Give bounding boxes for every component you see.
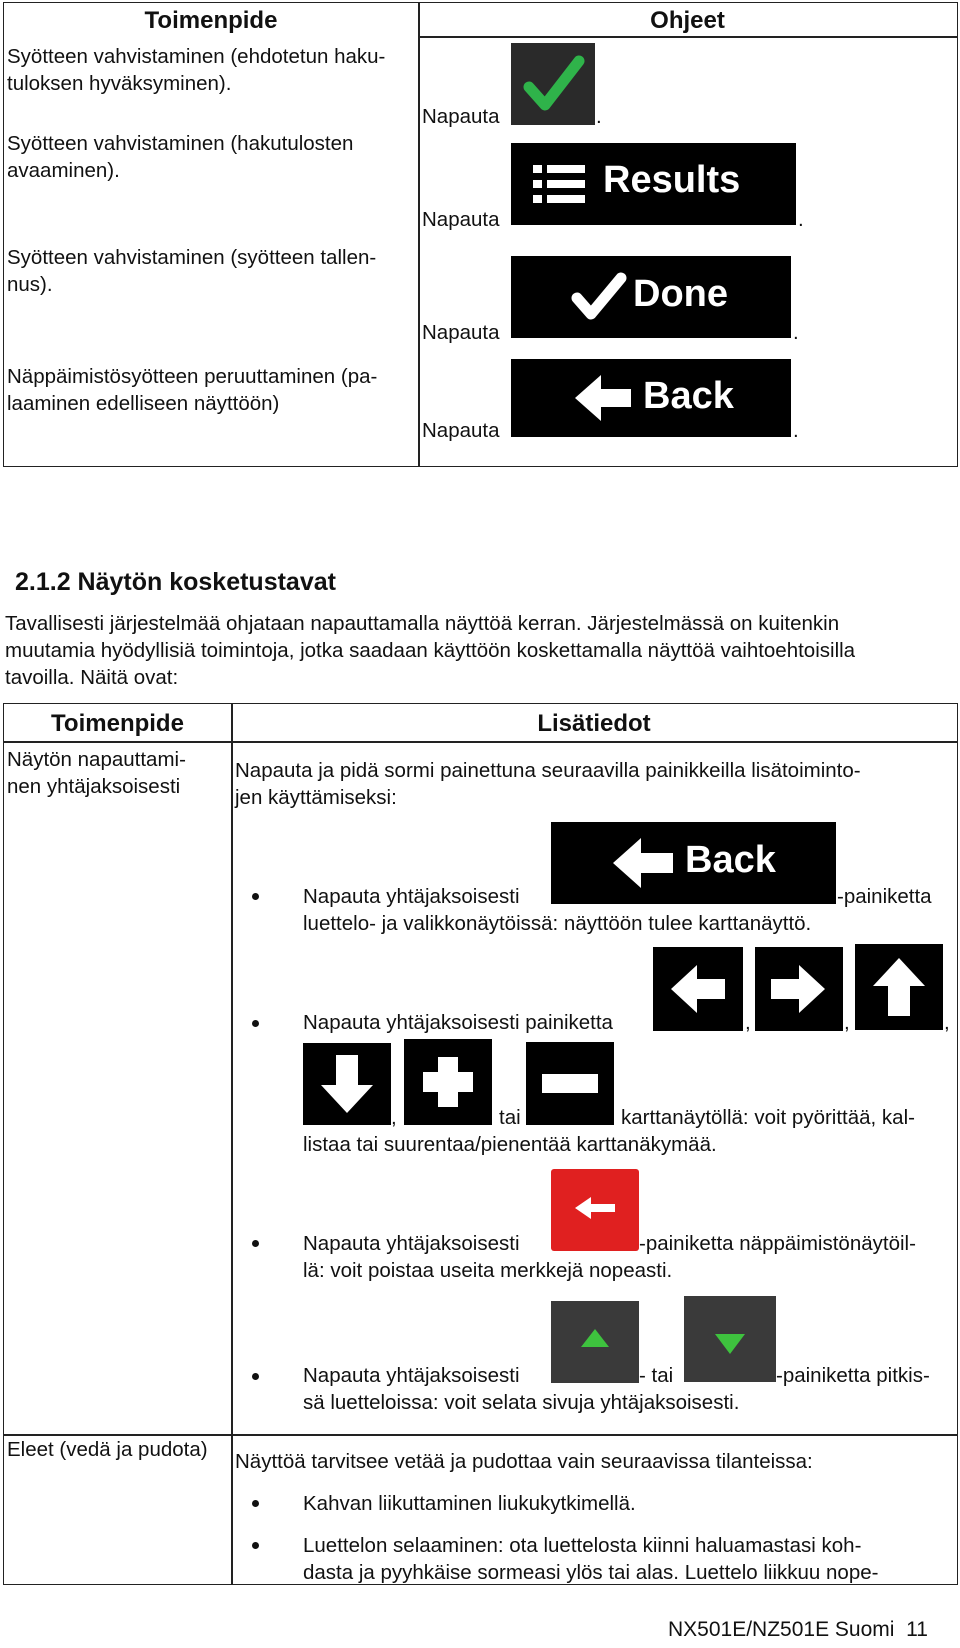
action-text: Näppäimistösyötteen peruuttaminen (pa-	[7, 365, 378, 388]
section-paragraph	[5, 610, 955, 691]
bullet-text: -painiketta näppäimistönäytöil-	[639, 1232, 916, 1255]
header-divider	[4, 741, 957, 743]
bullet	[252, 1500, 259, 1507]
separator: ,	[944, 1011, 950, 1034]
triangle-down-icon	[684, 1296, 776, 1382]
table-header-action: Toimenpide	[144, 7, 278, 34]
bullet-text: Kahvan liikuttaminen liukukytkimellä.	[303, 1492, 636, 1515]
page-up-button[interactable]	[551, 1301, 639, 1383]
intro-line: Napauta ja pidä sormi painettuna seuraavilla painikkeilla lisätoiminto-	[235, 759, 861, 782]
action-text: Syötteen vahvistaminen (ehdotetun haku-	[7, 45, 386, 68]
done-button[interactable]	[511, 256, 791, 338]
bullet-text: -painiketta	[837, 885, 932, 908]
period: .	[793, 419, 799, 442]
action-text: Syötteen vahvistaminen (hakutulosten	[7, 132, 354, 155]
bullet-text: Napauta yhtäjaksoisesti painiketta	[303, 1011, 613, 1034]
column-divider	[231, 704, 233, 1584]
bullet-text	[303, 1532, 878, 1586]
bullet-line: dasta ja pyyhkäise sormeasi ylös tai alas. Luettelo liikkuu nope-	[303, 1561, 879, 1584]
bullet-text: Napauta yhtäjaksoisesti	[303, 1232, 520, 1255]
back-button[interactable]	[551, 822, 836, 904]
action-text	[7, 746, 186, 800]
tilt-up-button[interactable]	[855, 944, 943, 1030]
tap-label: Napauta	[422, 105, 500, 128]
checkmark-icon	[511, 43, 595, 125]
rotate-left-button[interactable]	[653, 947, 743, 1031]
table-header-action: Toimenpide	[51, 710, 184, 737]
details-intro	[235, 757, 955, 811]
back-button-label: Back	[643, 375, 734, 417]
bullet-text: karttanäytöllä: voit pyörittää, kal-	[621, 1106, 915, 1129]
arrow-up-icon	[855, 944, 943, 1030]
confirm-button[interactable]	[511, 43, 595, 125]
page-down-button[interactable]	[684, 1296, 776, 1382]
action-text: Eleet (vedä ja pudota)	[7, 1438, 208, 1461]
tilt-down-button[interactable]	[303, 1043, 391, 1125]
results-button-label: Results	[603, 159, 741, 201]
section-title: 2.1.2 Näytön kosketustavat	[15, 568, 336, 596]
action-line: nen yhtäjaksoisesti	[7, 775, 181, 798]
backspace-button[interactable]	[551, 1169, 639, 1251]
separator: ,	[391, 1106, 397, 1129]
done-button-label: Done	[633, 273, 728, 315]
bullet-line: Luettelon selaaminen: ota luettelosta kiinni haluamastasi koh-	[303, 1534, 862, 1557]
arrow-down-icon	[303, 1043, 391, 1125]
bullet-text: -painiketta pitkis-	[776, 1364, 930, 1387]
bullet-text: lä: voit poistaa useita merkkejä nopeasti.	[303, 1259, 673, 1282]
action-text: avaaminen).	[7, 159, 120, 182]
minus-icon	[526, 1042, 614, 1125]
action-line: Näytön napauttami-	[7, 748, 186, 771]
paragraph-line: Tavallisesti järjestelmää ohjataan napauttamalla näyttöä kerran. Järjestelmässä on kuitenkin	[5, 612, 840, 635]
period: .	[793, 321, 799, 344]
table-row	[7, 363, 377, 417]
period: .	[798, 208, 804, 231]
bullet	[252, 893, 259, 900]
tap-label: Napauta	[422, 419, 500, 442]
paragraph-line: tavoilla. Näitä ovat:	[5, 666, 179, 689]
instructions-table	[3, 2, 958, 467]
plus-icon	[404, 1039, 492, 1125]
action-text: laaminen edelliseen näyttöön)	[7, 392, 280, 415]
action-text: Syötteen vahvistaminen (syötteen tallen-	[7, 246, 377, 269]
bullet	[252, 1542, 259, 1549]
bullet-text: luettelo- ja valikkonäytöissä: näyttöön tulee karttanäyttö.	[303, 912, 812, 935]
paragraph-line: muutamia hyödyllisiä toimintoja, jotka saadaan käyttöön koskettamalla näyttöä vaihtoehtoisilla	[5, 639, 856, 662]
arrow-right-icon	[755, 947, 843, 1031]
table-row	[7, 130, 353, 184]
action-text: tuloksen hyväksyminen).	[7, 72, 232, 95]
bullet-text: Napauta yhtäjaksoisesti	[303, 1364, 520, 1387]
results-button[interactable]	[511, 143, 796, 225]
table-header-details: Lisätiedot	[537, 710, 651, 737]
zoom-out-button[interactable]	[526, 1042, 614, 1125]
table-row	[7, 43, 385, 97]
bullet-text: sä luetteloissa: voit selata sivuja yhtäjaksoisesti.	[303, 1391, 740, 1414]
rotate-right-button[interactable]	[755, 947, 843, 1031]
bullet	[252, 1373, 259, 1380]
tap-label: Napauta	[422, 208, 500, 231]
table-row	[7, 244, 376, 298]
intro-line: jen käyttämiseksi:	[235, 786, 397, 809]
action-text: nus).	[7, 273, 53, 296]
triangle-up-icon	[551, 1301, 639, 1383]
arrow-left-icon	[653, 947, 743, 1031]
period: .	[596, 105, 602, 128]
separator: ,	[844, 1011, 850, 1034]
column-divider	[418, 3, 420, 466]
table-header-instructions: Ohjeet	[650, 7, 725, 34]
back-button[interactable]	[511, 359, 791, 437]
tap-label: Napauta	[422, 321, 500, 344]
backspace-arrow-icon	[551, 1169, 639, 1251]
separator: tai	[499, 1106, 521, 1129]
bullet-text: - tai	[639, 1364, 674, 1387]
page-footer: NX501E/NZ501E Suomi 11	[668, 1618, 928, 1641]
separator: ,	[745, 1011, 751, 1034]
bullet-text: Napauta yhtäjaksoisesti	[303, 885, 520, 908]
zoom-in-button[interactable]	[404, 1039, 492, 1125]
details-intro: Näyttöä tarvitsee vetää ja pudottaa vain seuraavissa tilanteissa:	[235, 1450, 813, 1473]
bullet-text: listaa tai suurentaa/pienentää karttanäkymää.	[303, 1133, 717, 1156]
bullet	[252, 1020, 259, 1027]
gestures-table	[3, 703, 958, 1585]
back-button-label: Back	[685, 839, 776, 881]
bullet	[252, 1240, 259, 1247]
